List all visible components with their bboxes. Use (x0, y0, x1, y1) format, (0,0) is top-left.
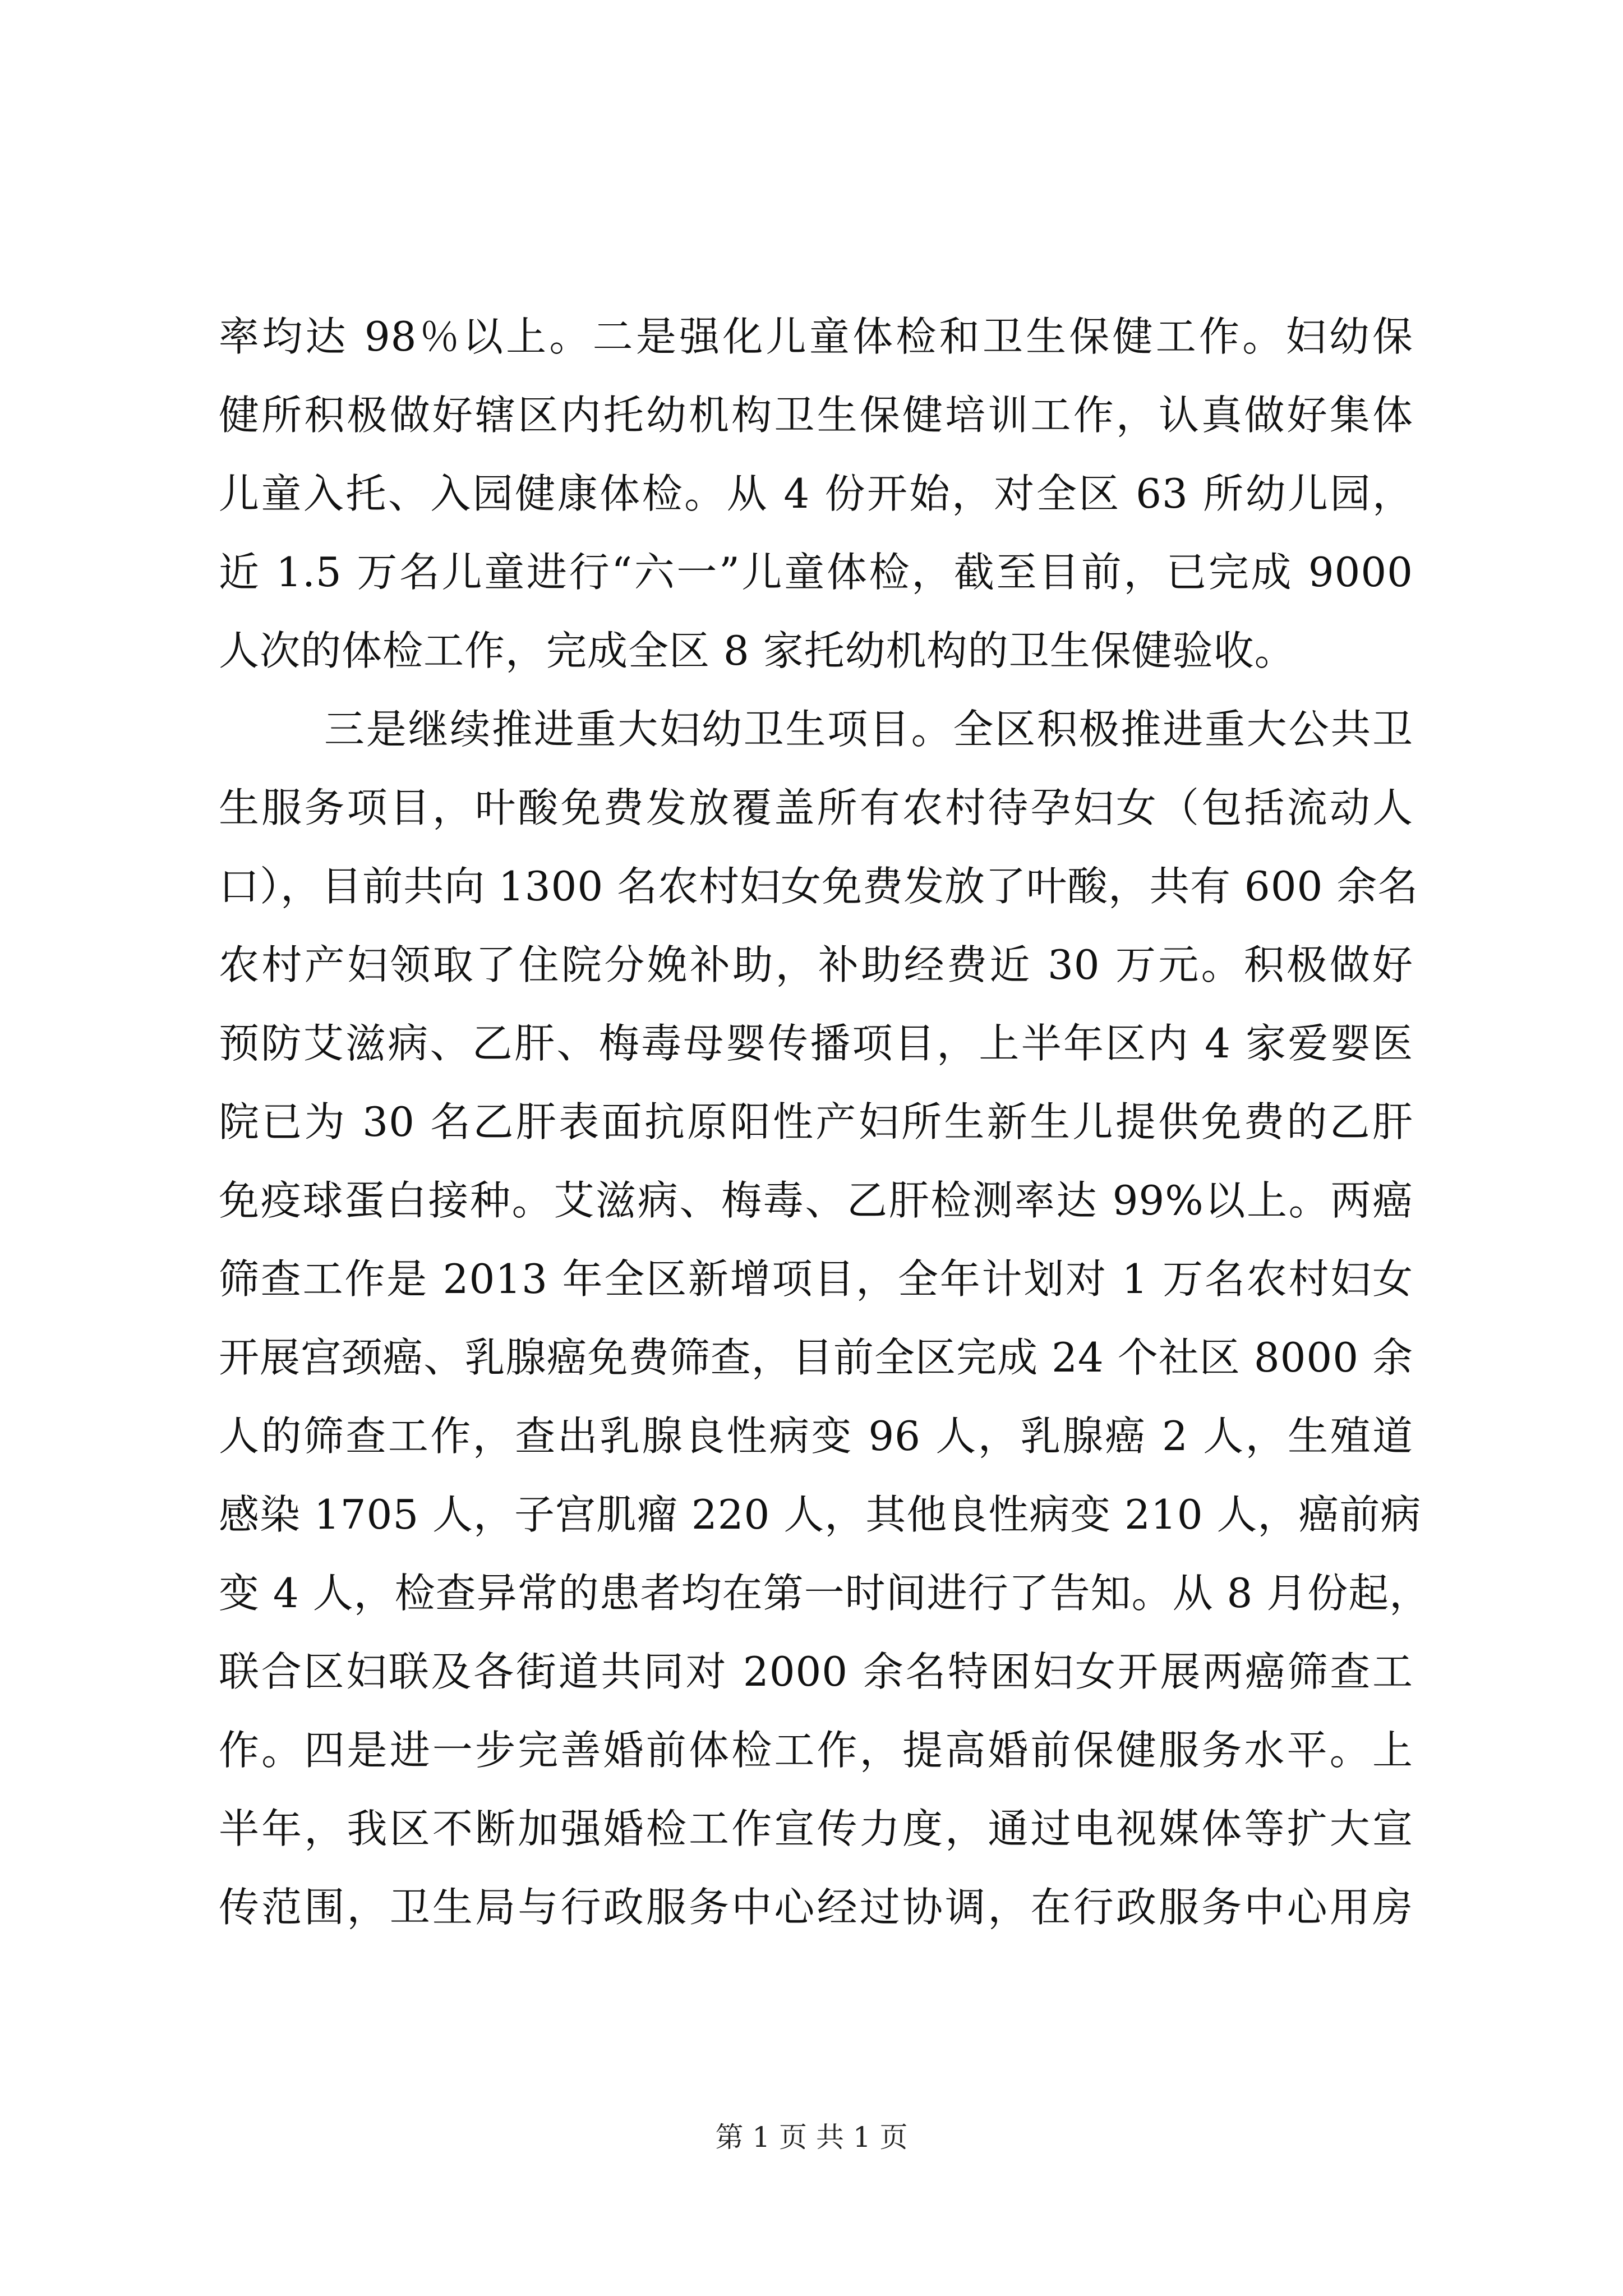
body-text-line: 儿童入托、入园健康体检。从 4 份开始，对全区 63 所幼儿园， (219, 470, 1413, 517)
body-text-line: 近 1.5 万名儿童进行“六一”儿童体检，截至目前，已完成 9000 (219, 549, 1413, 596)
body-text-line: 感染 1705 人，子宫肌瘤 220 人，其他良性病变 210 人，癌前病 (219, 1491, 1422, 1538)
body-text-line: 院已为 30 名乙肝表面抗原阳性产妇所生新生儿提供免费的乙肝 (219, 1098, 1413, 1145)
paragraph-first-line: 三是继续推进重大妇幼卫生项目。全区积极推进重大公共卫 (324, 706, 1413, 753)
body-text-line: 生服务项目，叶酸免费发放覆盖所有农村待孕妇女（包括流动人 (219, 784, 1413, 831)
body-text-line: 农村产妇领取了住院分娩补助，补助经费近 30 万元。积极做好 (219, 941, 1413, 988)
body-text-line: 人的筛查工作，查出乳腺良性病变 96 人，乳腺癌 2 人，生殖道 (219, 1412, 1413, 1460)
body-text-line: 开展宫颈癌、乳腺癌免费筛查，目前全区完成 24 个社区 8000 余 (219, 1334, 1413, 1381)
body-text-line: 免疫球蛋白接种。艾滋病、梅毒、乙肝检测率达 99%以上。两癌 (219, 1177, 1413, 1224)
body-text-line: 变 4 人，检查异常的患者均在第一时间进行了告知。从 8 月份起， (219, 1570, 1431, 1617)
body-text-line: 率均达 98％以上。二是强化儿童体检和卫生保健工作。妇幼保 (219, 313, 1413, 360)
body-text-line: 筛查工作是 2013 年全区新增项目，全年计划对 1 万名农村妇女 (219, 1255, 1413, 1303)
body-text-line: 口），目前共向 1300 名农村妇女免费发放了叶酸，共有 600 余名 (219, 863, 1419, 910)
body-text-line: 预防艾滋病、乙肝、梅毒母婴传播项目，上半年区内 4 家爱婴医 (219, 1020, 1413, 1067)
body-text-line: 联合区妇联及各街道共同对 2000 余名特困妇女开展两癌筛查工 (219, 1648, 1413, 1695)
page-number-footer: 第 1 页 共 1 页 (715, 2121, 908, 2154)
body-text-line: 传范围，卫生局与行政服务中心经过协调，在行政服务中心用房 (219, 1884, 1413, 1931)
body-text-line: 作。四是进一步完善婚前体检工作，提高婚前保健服务水平。上 (219, 1727, 1413, 1774)
body-text-line: 人次的体检工作，完成全区 8 家托幼机构的卫生保健验收。 (219, 627, 1295, 674)
body-text-line: 半年，我区不断加强婚检工作宣传力度，通过电视媒体等扩大宣 (219, 1805, 1413, 1852)
body-text-line: 健所积极做好辖区内托幼机构卫生保健培训工作，认真做好集体 (219, 392, 1413, 439)
